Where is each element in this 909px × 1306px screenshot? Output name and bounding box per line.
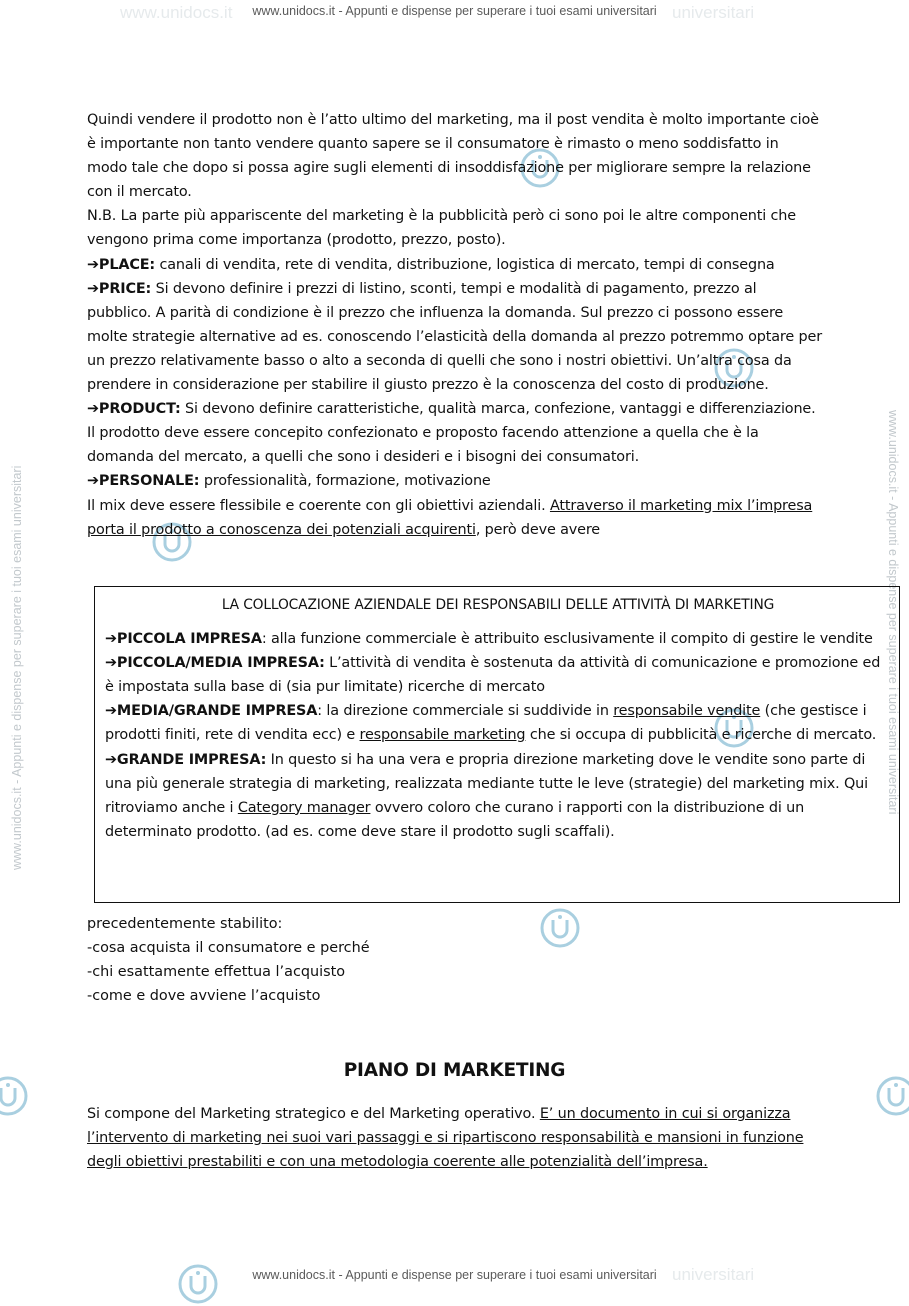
piano-underlined: E’ un documento in cui si organizza l’intervento di marketing nei suoi vari passaggi e si ripartiscono responsabilità e mansioni in funzione degli obiettivi prestabiliti e con una metodologia coerente alle potenzialità dell’impresa. <box>87 1106 804 1171</box>
media-grande-item <box>105 699 891 747</box>
header-ghost-left: www.unidocs.it <box>120 3 233 22</box>
piccola-media-label: PICCOLA/MEDIA IMPRESA: <box>116 655 325 672</box>
category-manager: Category manager <box>237 799 371 816</box>
personale-text: professionalità, formazione, motivazione <box>199 473 491 490</box>
mix-text: Il mix deve essere flessibile e coerente con gli obiettivi aziendali. <box>87 497 550 514</box>
arrow-right-icon: ➔ <box>105 631 117 648</box>
footer-ghost-right: universitari <box>672 1265 755 1284</box>
page-header: www.unidocs.it - Appunti e dispense per superare i tuoi esami universitari <box>252 4 657 18</box>
media-grande-text: (che gestisce i prodotti finiti, rete di vendita ecc) e <box>105 703 867 744</box>
place-text: canali di vendita, rete di vendita, distribuzione, logistica di mercato, tempi di consegna <box>155 256 775 273</box>
arrow-right-icon: ➔ <box>105 655 117 672</box>
box-title: LA COLLOCAZIONE AZIENDALE DEI RESPONSABILI DELLE ATTIVITÀ DI MARKETING <box>221 597 775 613</box>
intro-paragraph: Quindi vendere il prodotto non è l’atto ultimo del marketing, ma il post vendita è molto importante cioè è importante non tanto vendere quanto sapere se il consumatore è rimasto o meno soddisfatto in modo tale che dopo si possa agire sugli elementi di insoddisfazione per migliorare sempre la relazione con il mercato. <box>87 112 819 201</box>
header-ghost-right: universitari <box>672 3 755 22</box>
piano-text: Si compone del Marketing strategico e del Marketing operativo. <box>87 1106 540 1122</box>
arrow-right-icon: ➔ <box>87 280 99 297</box>
after-line: precedentemente stabilito: <box>87 916 283 932</box>
after-box-list <box>87 912 822 1008</box>
nb-paragraph: N.B. La parte più appariscente del marketing è la pubblicità però ci sono poi le altre componenti che vengono prima come importanza (prodotto, prezzo, posto). <box>87 208 796 249</box>
grande-item <box>105 748 891 844</box>
media-grande-text: : la direzione commerciale si suddivide in <box>317 703 614 720</box>
piccola-text: : alla funzione commerciale è attribuito esclusivamente il compito di gestire le vendite <box>261 631 873 648</box>
grande-text: In questo si ha una vera e propria direzione marketing dove le vendite sono parte di una più generale strategia di marketing, realizzata mediante tutte le leve (strategie) del marketing mix. Qui ritroviamo anche i <box>105 751 868 816</box>
page-footer: www.unidocs.it - Appunti e dispense per superare i tuoi esami universitari <box>252 1268 657 1282</box>
responsabile-marketing: responsabile marketing <box>359 727 526 744</box>
product-item <box>87 397 822 469</box>
side-watermark-right: www.unidocs.it - Appunti e dispense per superare i tuoi esami universitari <box>886 410 900 815</box>
grande-text: ovvero coloro che curano i rapporti con la distribuzione di un determinato prodotto. (ad es. come deve stare il prodotto sugli scaffali). <box>105 799 805 840</box>
piano-paragraph <box>87 1102 822 1174</box>
piccola-media-item <box>105 651 891 699</box>
after-line: -chi esattamente effettua l’acquisto <box>87 964 346 981</box>
place-label: PLACE: <box>98 256 156 273</box>
media-grande-label: MEDIA/GRANDE IMPRESA <box>116 703 318 720</box>
price-item <box>87 277 822 397</box>
mix-underlined: Attraverso il marketing mix l’impresa porta il prodotto a conoscenza dei potenziali acquirenti <box>87 497 813 538</box>
media-grande-text: che si occupa di pubblicità e ricerche di mercato. <box>525 727 877 744</box>
mix-paragraph <box>87 494 822 542</box>
piccola-item <box>105 627 891 651</box>
unidocs-logo-icon <box>176 1262 220 1306</box>
piano-heading: PIANO DI MARKETING <box>343 1060 566 1081</box>
product-label: PRODUCT: <box>98 401 181 418</box>
arrow-right-icon: ➔ <box>87 473 99 490</box>
grande-label: GRANDE IMPRESA: <box>116 751 267 768</box>
side-watermark-left: www.unidocs.it - Appunti e dispense per superare i tuoi esami universitari <box>10 465 24 870</box>
piccola-label: PICCOLA IMPRESA <box>116 631 262 648</box>
after-line: -cosa acquista il consumatore e perché <box>87 940 370 957</box>
product-text: Si devono definire caratteristiche, qualità marca, confezione, vantaggi e differenziazione. Il prodotto deve essere concepito confezionato e proposto facendo attenzione a quella che è la domanda del mercato, a quelli che sono i desideri e i bisogni dei consumatori. <box>87 401 816 466</box>
personale-label: PERSONALE: <box>98 473 200 490</box>
collocazione-box <box>94 586 900 903</box>
main-text <box>87 108 822 542</box>
arrow-right-icon: ➔ <box>87 256 99 273</box>
arrow-right-icon: ➔ <box>105 751 117 768</box>
price-text: Si devono definire i prezzi di listino, sconti, tempi e modalità di pagamento, prezzo al pubblico. A parità di condizione è il prezzo che influenza la domanda. Sul prezzo ci possono essere molte strategie alternative ad es. conoscendo l’elasticità della domanda al prezzo potremmo optare per un prezzo relativamente basso o alto a seconda di quelli che sono i nostri obiettivi. Un’altra cosa da prendere in considerazione per stabilire il giusto prezzo è la conoscenza del costo di produzione. <box>87 280 822 394</box>
place-item <box>87 253 822 277</box>
responsabile-vendite: responsabile vendite <box>613 703 761 720</box>
mix-end: , però deve avere <box>475 521 600 538</box>
after-line: -come e dove avviene l’acquisto <box>87 988 321 1005</box>
arrow-right-icon: ➔ <box>105 703 117 720</box>
personale-item <box>87 469 822 493</box>
price-label: PRICE: <box>98 280 152 297</box>
arrow-right-icon: ➔ <box>87 401 99 418</box>
piccola-media-text: L’attività di vendita è sostenuta da attività di comunicazione e promozione ed è impostata sulla base di (sia pur limitate) ricerche di mercato <box>105 655 881 696</box>
